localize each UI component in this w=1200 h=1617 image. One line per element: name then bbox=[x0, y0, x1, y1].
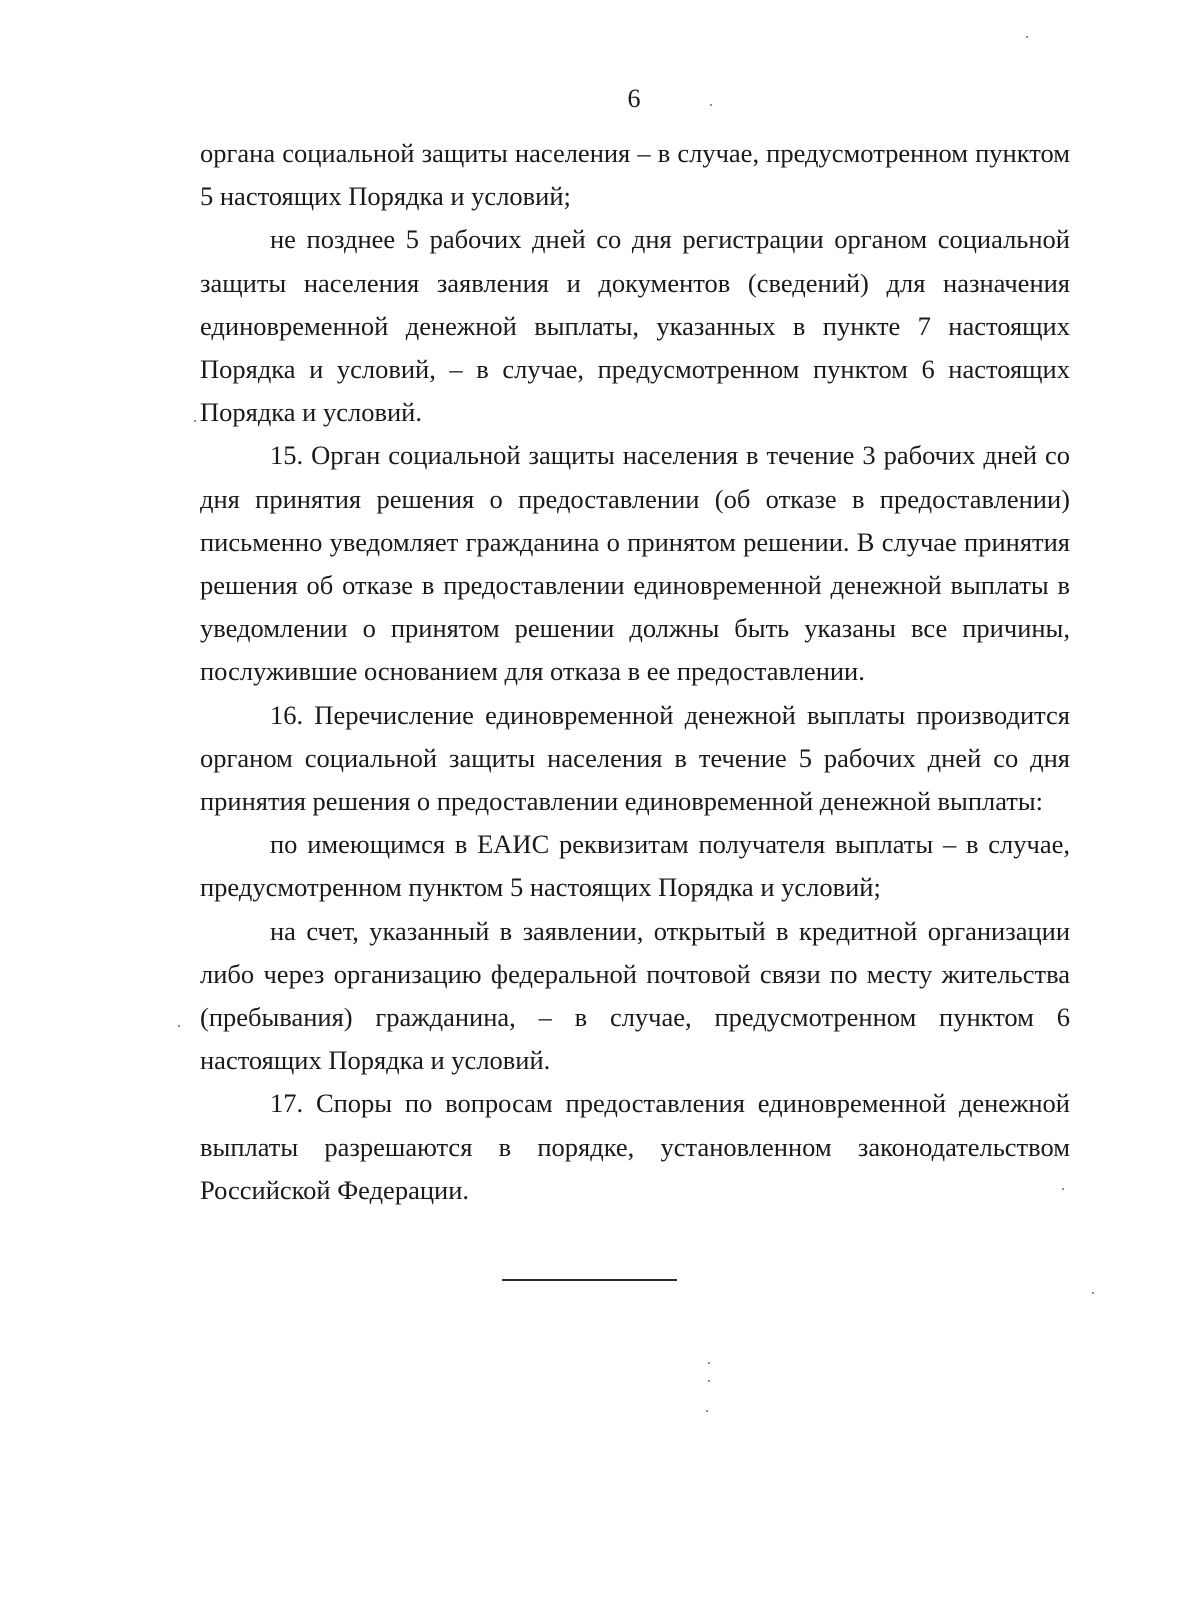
end-of-document-rule bbox=[502, 1279, 677, 1281]
scan-speck bbox=[1062, 1188, 1064, 1190]
scan-speck bbox=[1092, 1292, 1094, 1294]
paragraph-continuation: органа социальной защиты населения – в случае, предусмотренном пунктом 5 настоящих Порядка и условий; bbox=[200, 138, 1070, 212]
scan-speck bbox=[710, 104, 712, 106]
paragraph-17: 17. Споры по вопросам предоставления единовременной денежной выплаты разрешаются в порядке, установленном законодательством Российской Федерации. bbox=[200, 1088, 1070, 1205]
paragraph-deadline: не позднее 5 рабочих дней со дня регистрации органом социальной защиты населения заявления и документов (сведений) для назначения единовременной денежной выплаты, указанных в пункте 7 настоящих Порядка и условий, – в случае, предусмотренном пунктом 6 настоящих Порядка и условий. bbox=[200, 224, 1070, 428]
paragraph-16-eais: по имеющимся в ЕАИС реквизитам получателя выплаты – в случае, предусмотренном пунктом 5 настоящих Порядка и условий; bbox=[200, 829, 1070, 903]
page-number: 6 bbox=[627, 84, 641, 113]
scan-speck bbox=[194, 420, 196, 422]
paragraph-16-account: на счет, указанный в заявлении, открытый в кредитной организации либо через организацию федеральной почтовой связи по месту жительства (пребывания) гражданина, – в случае, предусмотренном пунктом 6 настоящих Порядка и условий. bbox=[200, 915, 1070, 1076]
paragraph-15: 15. Орган социальной защиты населения в течение 3 рабочих дней со дня принятия решения о предоставлении (об отказе в предоставлении) письменно уведомляет гражданина о принятом решении. В случае принятия решения об отказе в предоставлении единовременной денежной выплаты в уведомлении о принятом решении должны быть указаны все причины, послужившие основанием для отказа в ее предоставлении. bbox=[200, 440, 1070, 687]
scan-speck bbox=[708, 1362, 710, 1364]
scan-speck bbox=[706, 1410, 708, 1412]
paragraph-16: 16. Перечисление единовременной денежной выплаты производится органом социальной защиты населения в течение 5 рабочих дней со дня принятия решения о предоставлении единовременной денежной выплаты: bbox=[200, 699, 1070, 817]
scan-speck bbox=[178, 1025, 180, 1027]
document-body bbox=[200, 132, 1070, 1212]
scan-speck bbox=[708, 1380, 710, 1382]
scan-speck bbox=[1026, 36, 1028, 38]
